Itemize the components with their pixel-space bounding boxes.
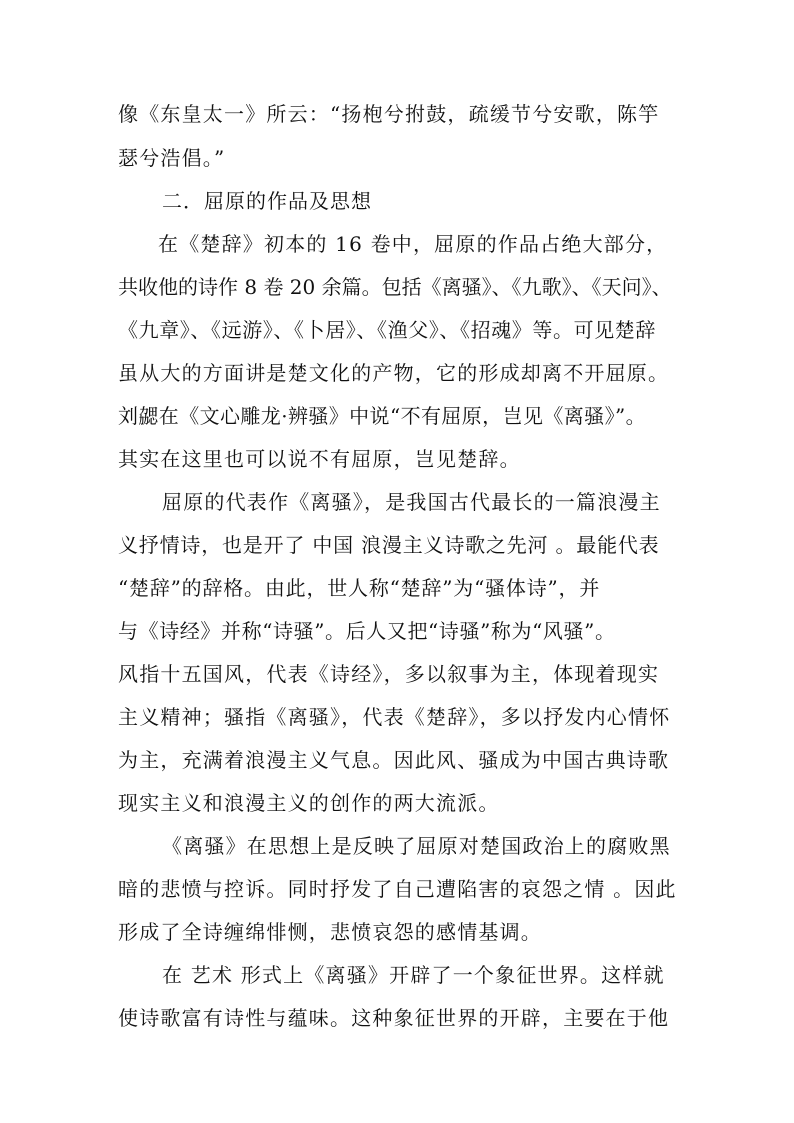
text-line: 在 艺术 形式上《离骚》开辟了一个象征世界。这样就 xyxy=(162,963,665,987)
text-line: 义抒情诗，也是开了 中国 浪漫主义诗歌之先河 。最能代表 xyxy=(118,533,660,557)
text-line: 屈原的代表作《离骚》，是我国古代最长的一篇浪漫主 xyxy=(162,490,661,514)
text-line: 《离骚》在思想上是反映了屈原对楚国政治上的腐败黑 xyxy=(162,834,671,858)
text-line: 在《楚辞》初本的 16 卷中，屈原的作品占绝大部分， xyxy=(158,232,668,256)
text-line: 与《诗经》并称“诗骚”。后人又把“诗骚”称为“风骚”。 xyxy=(118,619,616,643)
text-line: 使诗歌富有诗性与蕴味。这种象征世界的开辟，主要在于他 xyxy=(118,1006,670,1030)
text-line: 其实在这里也可以说不有屈原，岂见楚辞。 xyxy=(118,447,521,471)
text-line: 刘勰在《文心雕龙·辨骚》中说“不有屈原，岂见《离骚》”。 xyxy=(118,404,647,428)
text-line: 形成了全诗缠绵悱恻，悲愤哀怨的感情基调。 xyxy=(118,920,542,944)
text-line: 瑟兮浩倡。” xyxy=(118,146,226,170)
section-heading: 二．屈原的作品及思想 xyxy=(162,189,372,213)
text-line: 像《东皇太一》所云：“扬枹兮拊鼓，疏缓节兮安歌，陈竽 xyxy=(118,102,660,126)
text-line: 风指十五国风，代表《诗经》，多以叙事为主，体现着现实 xyxy=(118,662,660,686)
text-line: 现实主义和浪漫主义的创作的两大流派。 xyxy=(118,791,500,815)
text-line: 为主，充满着浪漫主义气息。因此风、骚成为中国古典诗歌 xyxy=(118,748,670,772)
text-line: 虽从大的方面讲是楚文化的产物，它的形成却离不开屈原。 xyxy=(118,361,670,385)
text-line: “楚辞”的辞格。由此，世人称“楚辞”为“骚体诗”，并 xyxy=(118,576,601,600)
text-line: 主义精神；骚指《离骚》，代表《楚辞》，多以抒发内心情怀 xyxy=(118,705,671,729)
text-line: 共收他的诗作 8 卷 20 余篇。包括《离骚》、《九歌》、《天问》、 xyxy=(118,275,672,299)
text-line: 《九章》、《远游》、《卜居》、《渔父》、《招魂》等。可见楚辞 xyxy=(118,318,656,342)
text-line: 暗的悲愤与控诉。同时抒发了自己遭陷害的哀怨之情 。因此 xyxy=(118,877,677,901)
